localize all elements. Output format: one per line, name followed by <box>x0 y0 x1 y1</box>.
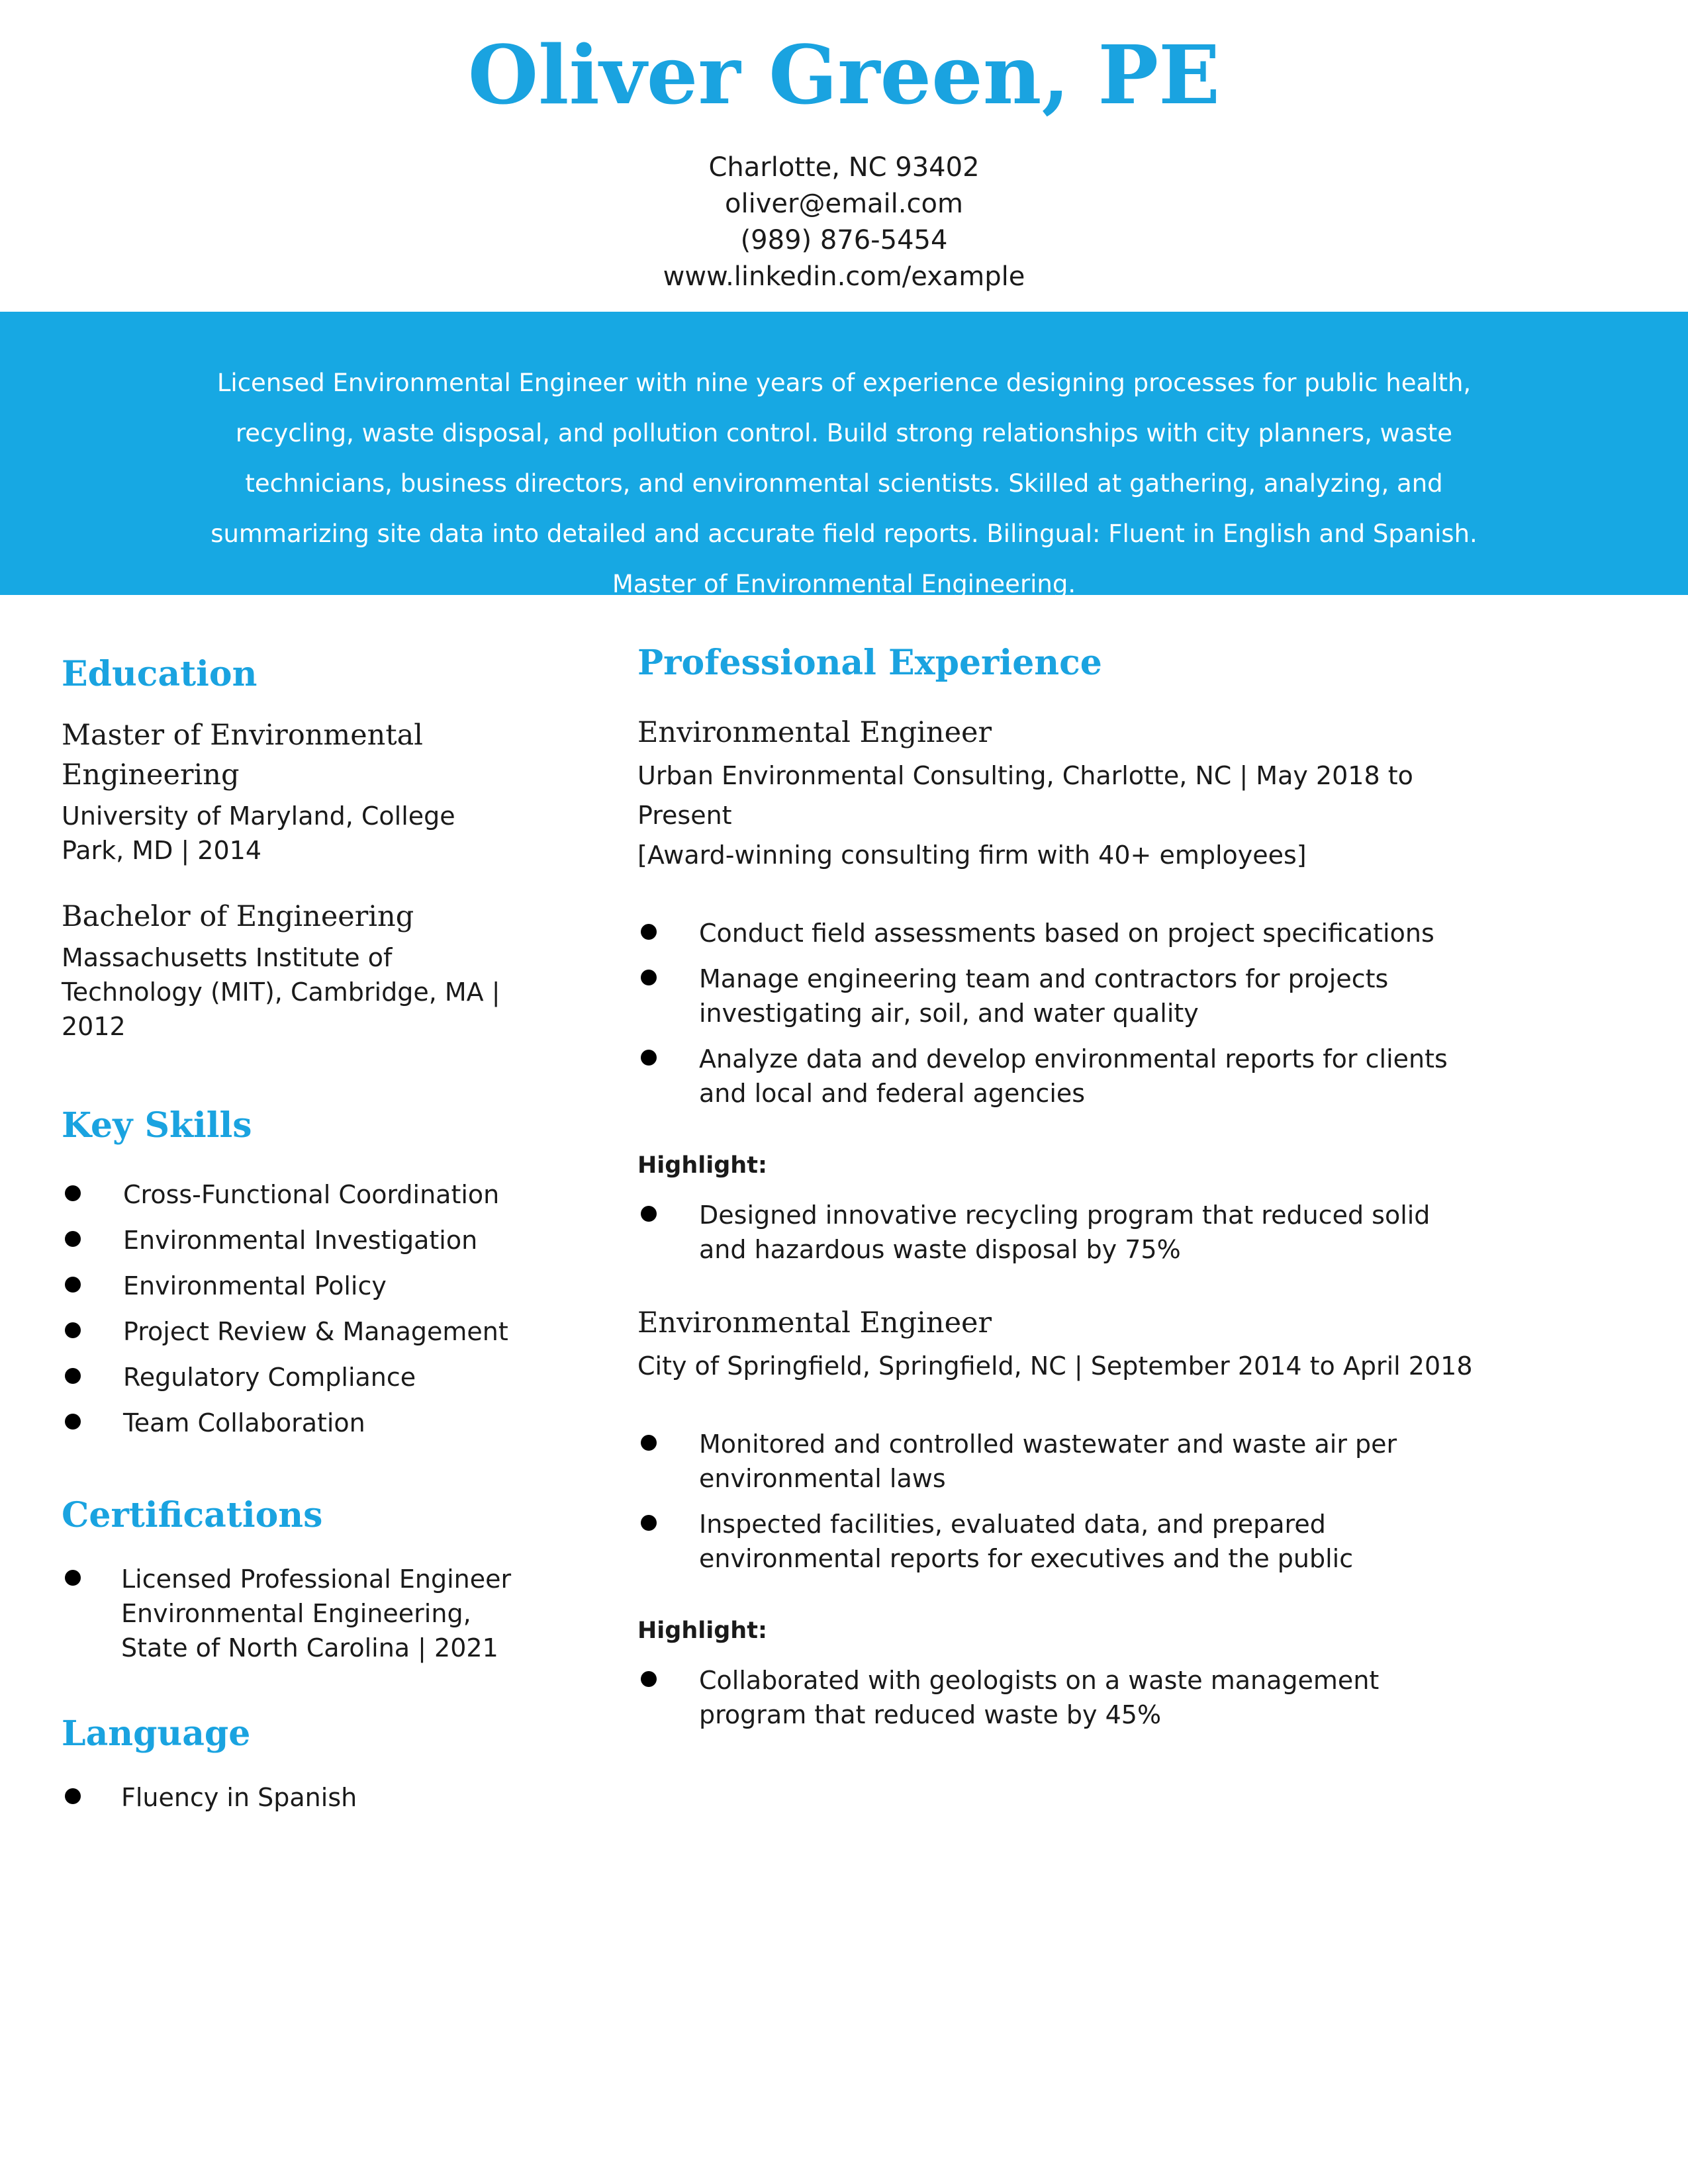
list-item <box>62 1360 578 1394</box>
bullet-icon <box>65 1414 81 1430</box>
right-column <box>637 641 1498 1732</box>
bullet-icon <box>641 1050 657 1066</box>
job-title: Environmental Engineer <box>637 716 992 749</box>
job-note: [Award-winning consulting firm with 40+ employees] <box>637 841 1307 870</box>
skill-text: Environmental Investigation <box>123 1226 478 1255</box>
degree-school: Massachusetts Institute of Technology (MIT), Cambridge, MA | 2012 <box>62 943 500 1041</box>
list-item <box>637 1427 1478 1496</box>
bullet-icon <box>641 970 657 985</box>
duty-text: Conduct field assessments based on project specifications <box>699 919 1434 948</box>
certification-text: Licensed Professional Engineer Environmental Engineering, State of North Carolina | 2021 <box>121 1565 512 1662</box>
certifications-list <box>62 1562 578 1665</box>
language-heading: Language <box>62 1713 251 1754</box>
highlight-text: Collaborated with geologists on a waste management program that reduced waste by 45% <box>699 1666 1380 1729</box>
skills-list <box>62 1177 578 1440</box>
list-item <box>62 1406 578 1440</box>
list-item <box>62 1562 538 1665</box>
candidate-name: Oliver Green, PE <box>467 27 1221 122</box>
list-item <box>62 1177 578 1212</box>
summary-text: Licensed Environmental Engineer with nine years of experience designing processes for public health, recycling, waste disposal, and pollution control. Build strong relationships with city planners, waste technicians, business directors, and environmental scientists. Skilled at gathering, analyzing, and summarizing site data into detailed and accurate field reports. Bilingual: Fluent in English and Spanish. Master of Environmental Engineering. <box>211 369 1477 598</box>
contact-linkedin: www.linkedin.com/example <box>663 261 1025 292</box>
degree-title: Master of Environmental Engineering <box>62 719 424 792</box>
bullet-icon <box>65 1185 81 1201</box>
bullet-icon <box>65 1322 81 1338</box>
contact-email: oliver@email.com <box>725 189 963 219</box>
contact-phone: (989) 876-5454 <box>740 225 948 255</box>
language-text: Fluency in Spanish <box>121 1783 357 1812</box>
list-item <box>637 962 1478 1030</box>
contact-block <box>0 150 1688 295</box>
job-entry <box>637 1302 1498 1732</box>
skill-text: Project Review & Management <box>123 1317 508 1346</box>
skill-text: Team Collaboration <box>123 1408 365 1437</box>
highlight-text: Designed innovative recycling program that reduced solid and hazardous waste disposal by 75% <box>699 1201 1430 1264</box>
bullet-icon <box>65 1570 81 1586</box>
list-item <box>637 916 1478 950</box>
duty-text: Manage engineering team and contractors for projects investigating air, soil, and water quality <box>699 964 1389 1028</box>
list-item <box>62 1269 578 1303</box>
degree-entry <box>62 715 578 868</box>
job-company: City of Springfield, Springfield, NC | September 2014 to April 2018 <box>637 1351 1473 1381</box>
job-highlights <box>637 1198 1478 1267</box>
list-item <box>637 1663 1478 1732</box>
job-title: Environmental Engineer <box>637 1306 992 1340</box>
bullet-icon <box>65 1788 81 1804</box>
contact-address: Charlotte, NC 93402 <box>708 152 980 183</box>
highlight-label: Highlight: <box>637 1617 767 1644</box>
degree-school: University of Maryland, College Park, MD | 2014 <box>62 801 455 865</box>
resume-header <box>0 0 1688 295</box>
bullet-icon <box>641 1671 657 1687</box>
language-list <box>62 1780 578 1815</box>
bullet-icon <box>641 1435 657 1451</box>
duty-text: Analyze data and develop environmental reports for clients and local and federal agencies <box>699 1044 1448 1108</box>
list-item <box>62 1223 578 1257</box>
list-item <box>637 1507 1478 1576</box>
list-item <box>637 1198 1478 1267</box>
skills-heading: Key Skills <box>62 1105 252 1146</box>
duty-text: Monitored and controlled wastewater and waste air per environmental laws <box>699 1430 1397 1493</box>
job-duties <box>637 1427 1478 1576</box>
bullet-icon <box>641 1515 657 1531</box>
summary-band <box>0 312 1688 598</box>
bullet-icon <box>65 1368 81 1384</box>
list-item <box>637 1042 1478 1111</box>
bullet-icon <box>641 1206 657 1222</box>
list-item <box>62 1314 578 1349</box>
skill-text: Cross-Functional Coordination <box>123 1180 500 1209</box>
bullet-icon <box>641 924 657 940</box>
degree-entry <box>62 897 578 1044</box>
experience-heading: Professional Experience <box>637 643 1102 683</box>
job-duties <box>637 916 1478 1111</box>
skill-text: Environmental Policy <box>123 1271 387 1300</box>
duty-text: Inspected facilities, evaluated data, and prepared environmental reports for executives and the public <box>699 1510 1354 1573</box>
job-entry <box>637 712 1498 1267</box>
job-highlights <box>637 1663 1478 1732</box>
highlight-label: Highlight: <box>637 1152 767 1179</box>
degree-title: Bachelor of Engineering <box>62 900 414 933</box>
education-heading: Education <box>62 654 258 694</box>
bullet-icon <box>65 1231 81 1247</box>
list-item <box>62 1780 578 1815</box>
bullet-icon <box>65 1277 81 1293</box>
job-company: Urban Environmental Consulting, Charlotte, NC | May 2018 to Present <box>637 761 1413 830</box>
skill-text: Regulatory Compliance <box>123 1363 416 1392</box>
left-column <box>62 652 578 1815</box>
certifications-heading: Certifications <box>62 1495 323 1535</box>
